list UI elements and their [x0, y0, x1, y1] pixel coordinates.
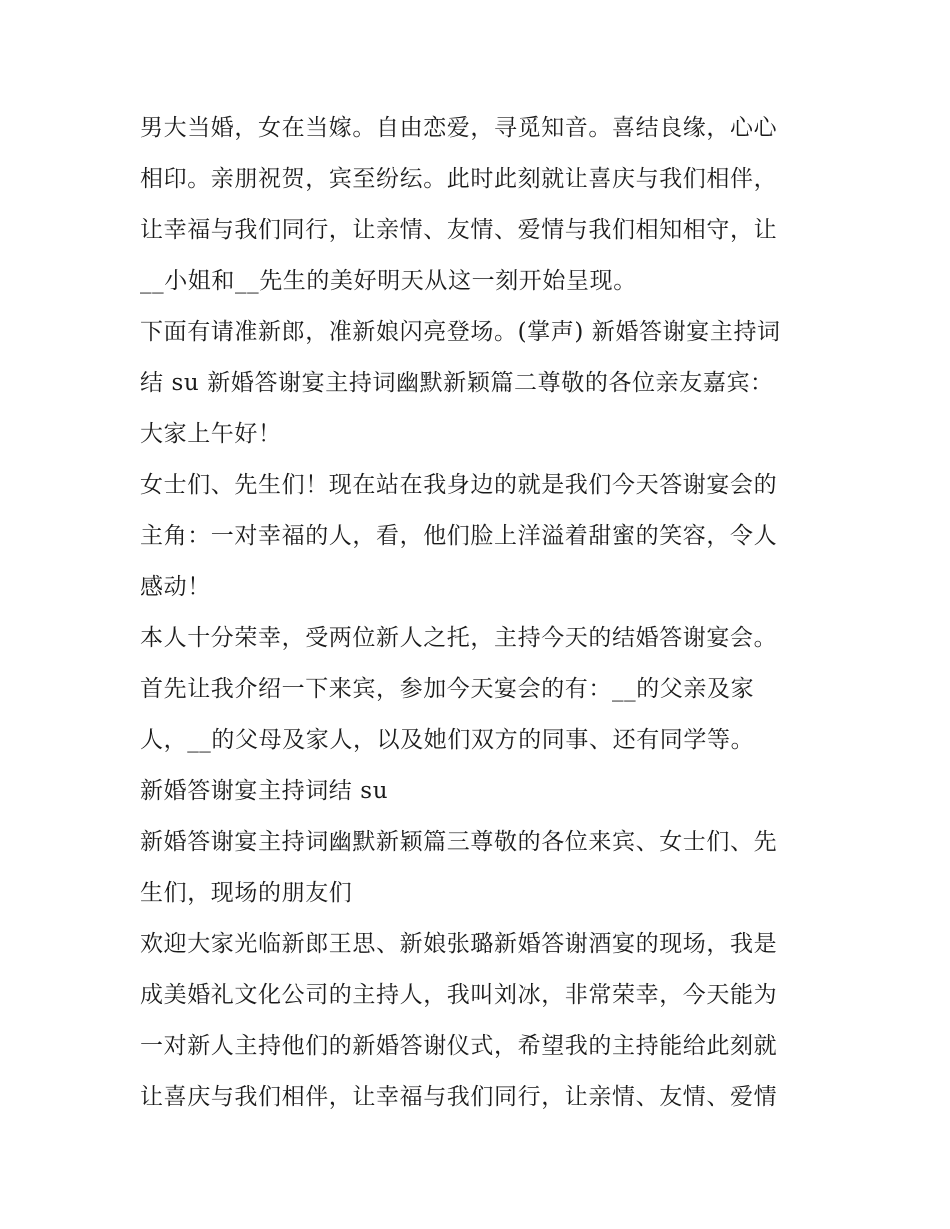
text-line: 感动！ [140, 574, 211, 600]
text-line: 欢迎大家光临新郎王思、新娘张璐新婚答谢酒宴的现场，我是 [140, 931, 778, 957]
text-line: 让幸福与我们同行，让亲情、友情、爱情与我们相知相守，让 [140, 217, 778, 243]
text-line: 生们，现场的朋友们 [140, 880, 353, 906]
text-line: 下面有请准新郎，准新娘闪亮登场。(掌声) 新婚答谢宴主持词 [140, 319, 781, 345]
text-line: 首先让我介绍一下来宾，参加今天宴会的有：__的父亲及家 [140, 676, 755, 702]
text-line: 大家上午好！ [140, 421, 282, 447]
text-line: 结 su 新婚答谢宴主持词幽默新颖篇二尊敬的各位亲友嘉宾： [140, 370, 774, 396]
text-line: 男大当婚，女在当嫁。自由恋爱，寻觅知音。喜结良缘，心心 [140, 115, 778, 141]
text-line: 成美婚礼文化公司的主持人，我叫刘冰，非常荣幸，今天能为 [140, 982, 778, 1008]
text-line: 女士们、先生们！现在站在我身边的就是我们今天答谢宴会的 [140, 472, 778, 498]
text-line: 新婚答谢宴主持词结 su [140, 778, 389, 804]
text-line: 人，__的父母及家人，以及她们双方的同事、还有同学等。 [140, 727, 755, 753]
text-line: 主角：一对幸福的人，看，他们脸上洋溢着甜蜜的笑容，令人 [140, 523, 778, 549]
text-line: 相印。亲朋祝贺，宾至纷纭。此时此刻就让喜庆与我们相伴， [140, 166, 778, 192]
document-body [140, 103, 820, 1123]
text-line: 本人十分荣幸，受两位新人之托，主持今天的结婚答谢宴会。 [140, 625, 778, 651]
text-line: __小姐和__先生的美好明天从这一刻开始呈现。 [140, 268, 637, 294]
text-line: 让喜庆与我们相伴，让幸福与我们同行，让亲情、友情、爱情 [140, 1084, 778, 1110]
text-line: 一对新人主持他们的新婚答谢仪式，希望我的主持能给此刻就 [140, 1033, 778, 1059]
text-line: 新婚答谢宴主持词幽默新颖篇三尊敬的各位来宾、女士们、先 [140, 829, 778, 855]
